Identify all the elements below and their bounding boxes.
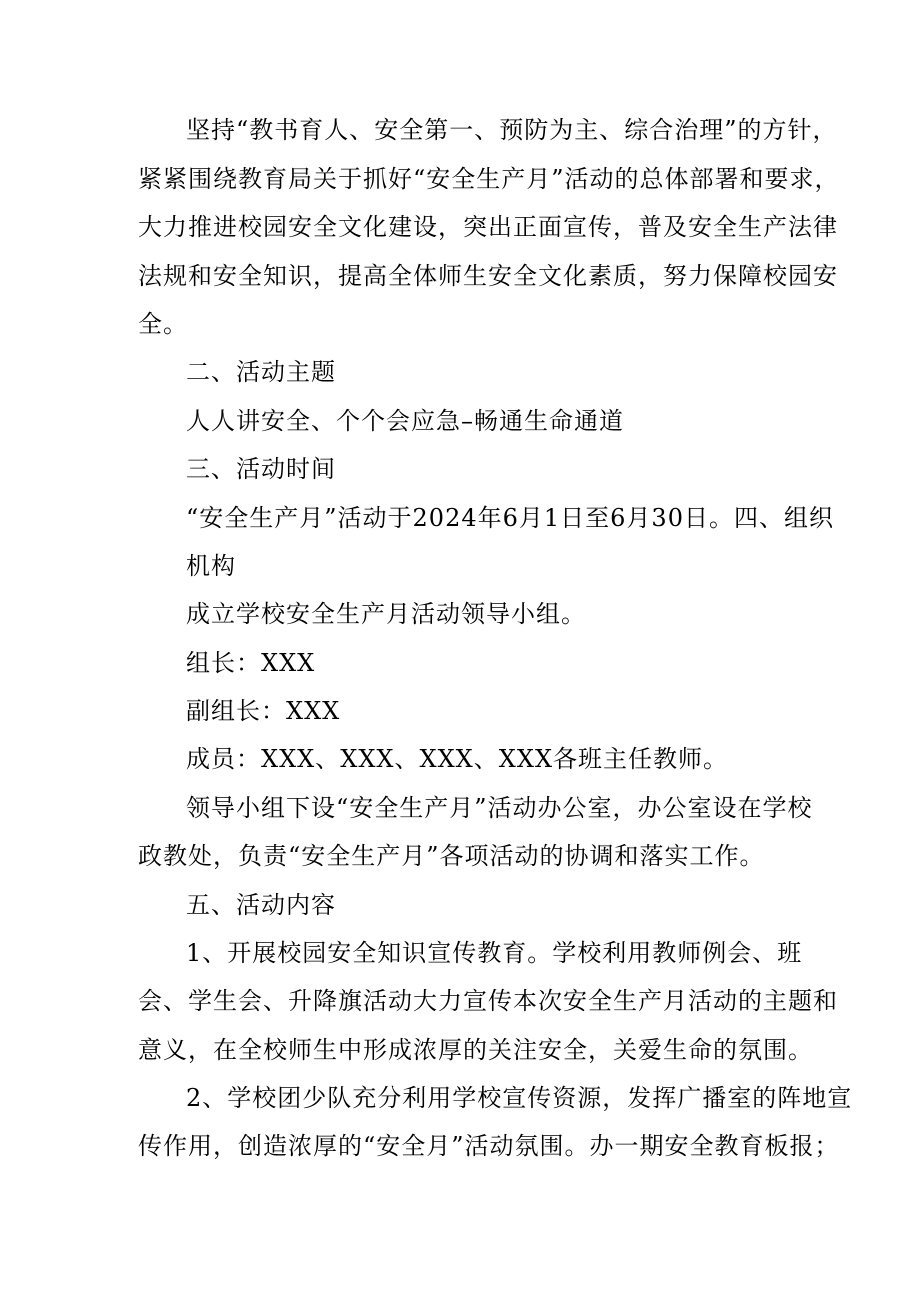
paragraph-policy-line-3: 大力推进校园安全文化建设，突出正面宣传，普及安全生产法律 — [138, 213, 838, 241]
section-heading-theme: 二、活动主题 — [186, 358, 336, 386]
organization-deputy-leader: 副组长：XXX — [186, 697, 341, 725]
content-item-2-line-2: 传作用，创造浓厚的“安全月”活动氛围。办一期安全教育板报； — [138, 1132, 840, 1160]
content-item-2-line-1: 2、学校团少队充分利用学校宣传资源，发挥广播室的阵地宣 — [186, 1084, 853, 1112]
content-item-1-line-2: 会、学生会、升降旗活动大力宣传本次安全生产月活动的主题和 — [138, 987, 838, 1015]
office-paragraph-line-2: 政教处，负责“安全生产月”各项活动的协调和落实工作。 — [138, 842, 765, 870]
paragraph-policy-line-2: 紧紧围绕教育局关于抓好“安全生产月”活动的总体部署和要求， — [138, 165, 840, 193]
paragraph-policy-line-1: 坚持“教书育人、安全第一、预防为主、综合治理”的方针， — [186, 116, 838, 144]
time-line-1: “安全生产月”活动于2024年6月1日至6月30日。四、组织 — [186, 504, 834, 532]
section-heading-content: 五、活动内容 — [186, 891, 336, 919]
paragraph-policy-line-4: 法规和安全知识，提高全体师生安全文化素质，努力保障校园安 — [138, 262, 838, 290]
organization-intro: 成立学校安全生产月活动领导小组。 — [186, 600, 586, 628]
section-heading-time: 三、活动时间 — [186, 455, 336, 483]
time-line-2: 机构 — [186, 552, 236, 580]
organization-leader: 组长：XXX — [186, 649, 316, 677]
office-paragraph-line-1: 领导小组下设“安全生产月”活动办公室，办公室设在学校 — [186, 794, 813, 822]
paragraph-policy-line-5: 全。 — [138, 310, 188, 338]
content-item-1-line-3: 意义，在全校师生中形成浓厚的关注安全，关爱生命的氛围。 — [138, 1036, 813, 1064]
organization-members: 成员：XXX、XXX、XXX、XXX各班主任教师。 — [186, 745, 729, 773]
theme-slogan: 人人讲安全、个个会应急–畅通生命通道 — [186, 407, 624, 435]
content-item-1-line-1: 1、开展校园安全知识宣传教育。学校利用教师例会、班 — [186, 939, 803, 967]
